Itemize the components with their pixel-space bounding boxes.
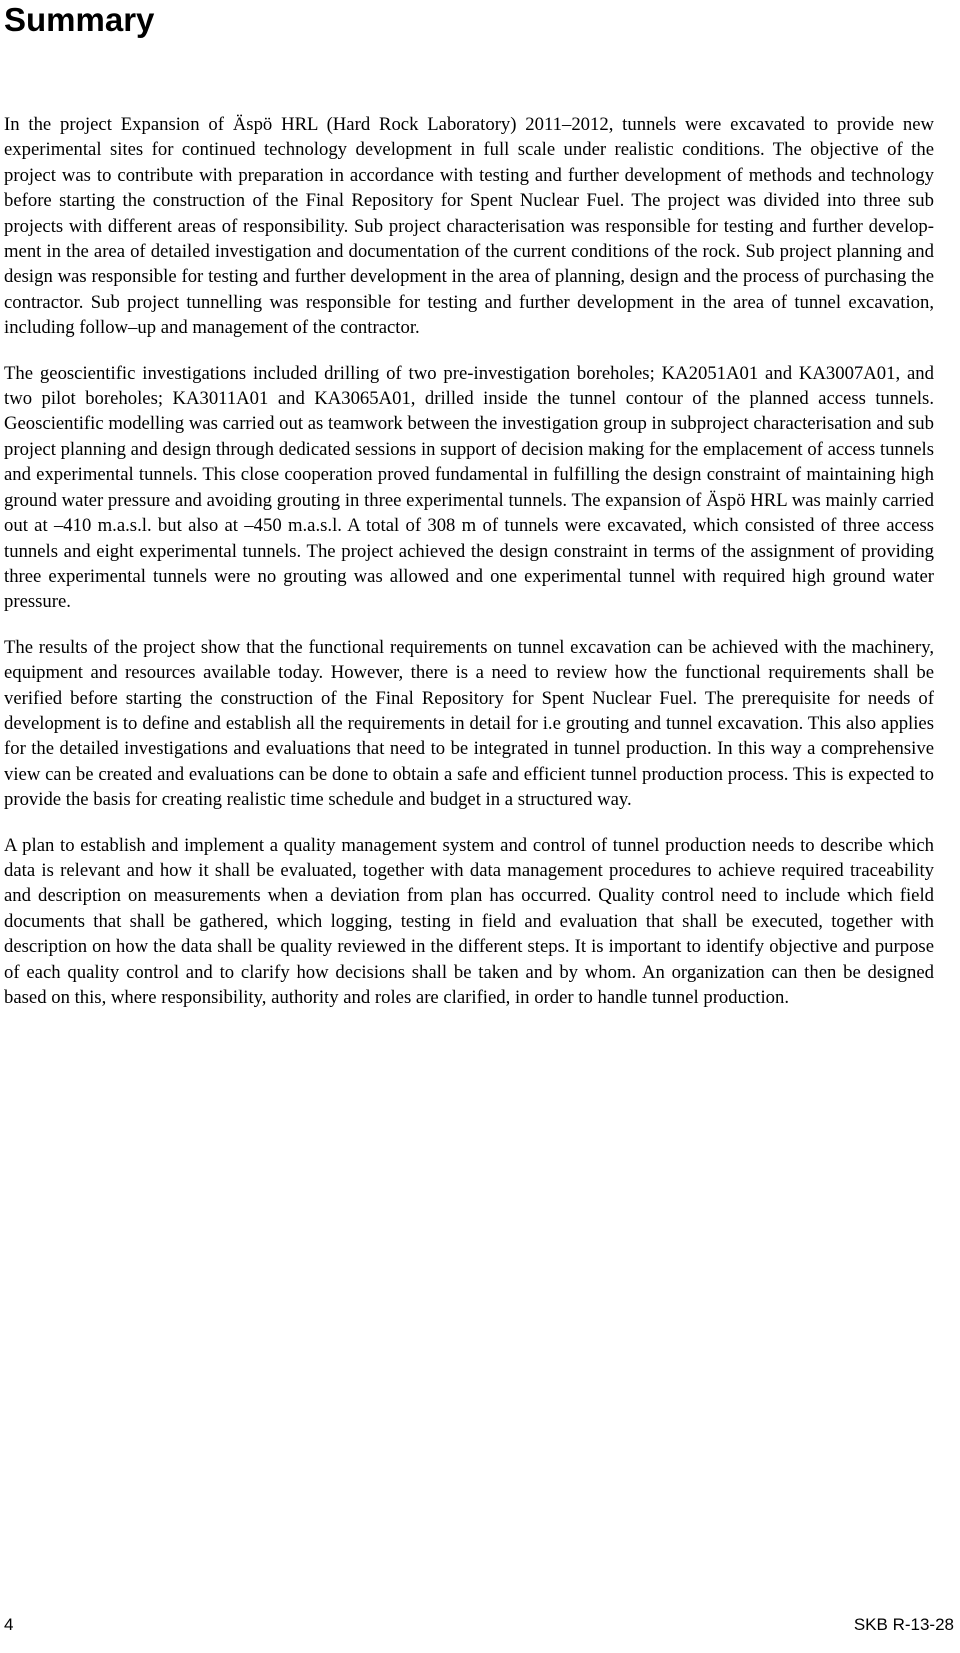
paragraph: A plan to establish and implement a quality management system and control of tunnel production needs to describe which data is relevant and how it shall be evaluated, together with data management procedures to achieve required traceability and description on measurements when a deviation from plan has occurred. Quality control need to include which field documents that shall be gathered, which logging, testing in field and evaluation that shall be executed, together with description on how the data shall be quality reviewed in the different steps. It is important to identify objective and purpose of each quality control and to clarify how decisions shall be taken and by whom. An organization can then be designed based on this, where responsibility, authority and roles are clarified, in order to handle tunnel production. xyxy=(4,834,934,1008)
page-title: Summary xyxy=(4,1,155,38)
page-number: 4 xyxy=(4,1615,14,1634)
paragraph: The geoscientific investigations included drilling of two pre-investigation boreholes; KA2051A01 and KA3007A01, and two pilot boreholes; KA3011A01 and KA3065A01, drilled inside the tunnel contour of the planned access tunnels. Geoscientific modelling was carried out as teamwork between the investigation group in subproject characterisation and sub project planning and design through dedicated sessions in support of decision making for the emplacement of access tunnels and experimental tunnels. This close cooperation proved fundamental in fulfilling the design constraint of maintaining high ground water pressure and avoiding grouting in three experimental tunnels. The expansion of Äspö HRL was mainly carried out at –410 m.a.s.l. but also at –450 m.a.s.l. A total of 308 m of tunnels were excavated, which consisted of three access tunnels and eight experimental tunnels. The project achieved the design constraint in terms of the assignment of providing three experimental tunnels were no grouting was allowed and one experimental tunnel with required high ground water pressure. xyxy=(4,362,934,613)
paragraph: The results of the project show that the functional requirements on tunnel excavation can be achieved with the machinery, equipment and resources available today. However, there is a need to review how the functional requirements shall be verified before starting the construction of the Final Repository for Spent Nuclear Fuel. The prerequisite for needs of development is to define and establish all the requirements in detail for i.e grouting and tunnel excavation. This also applies for the detailed investigations and evaluations that need to be integrated in tunnel production. In this way a comprehensive view can be created and evaluations can be done to obtain a safe and efficient tunnel production process. This is expected to provide the basis for creating realistic time schedule and budget in a structured way. xyxy=(4,636,934,811)
summary-body xyxy=(4,112,934,1030)
report-id: SKB R-13-28 xyxy=(853,1615,954,1634)
paragraph: In the project Expansion of Äspö HRL (Hard Rock Laboratory) 2011–2012, tunnels were excavated to provide new experimental sites for continued technology development in full scale under realistic conditions. The objective of the project was to contribute with preparation in accordance with testing and further development of methods and technology before starting the construction of the Final Repository for Spent Nuclear Fuel. The project was divided into three sub projects with different areas of responsibility. Sub project characterisation was responsible for testing and further development in the area of detailed investigation and documentation of the current conditions of the rock. Sub project planning and design was responsible for testing and further development in the area of planning, design and the process of purchasing the contractor. Sub project tunnelling was responsible for testing and further development in the area of tunnel excavation, including follow–up and management of the contractor. xyxy=(4,114,934,339)
